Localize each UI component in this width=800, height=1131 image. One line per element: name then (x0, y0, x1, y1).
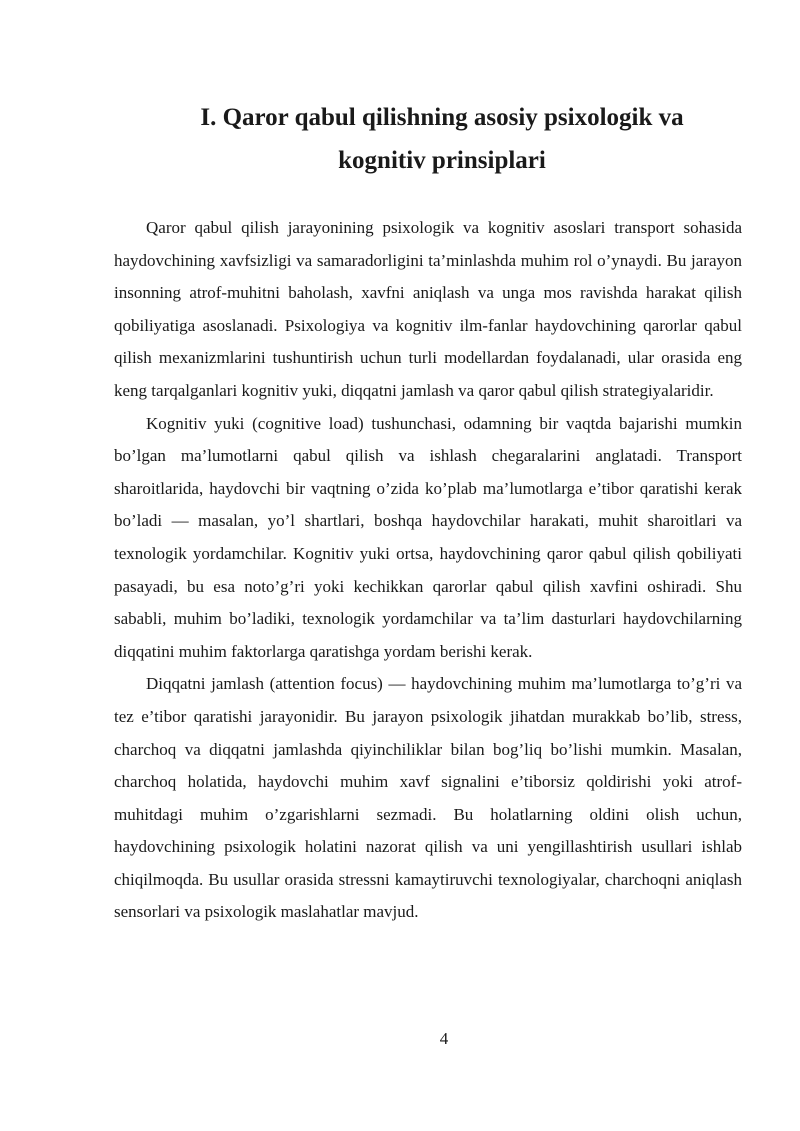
section-heading-line-2: kognitiv prinsiplari (338, 147, 546, 174)
page-number: 4 (439, 1029, 449, 1048)
body-text (114, 212, 742, 929)
paragraph-decision-making-basics: Qaror qabul qilish jarayonining psixologik va kognitiv asoslari transport sohasida haydovchining xavfsizligi va samaradorligini ta’minlashda muhim rol o’ynaydi. Bu jarayon insonning atrof-muhitni baholash, xavfni aniqlash va unga mos ravishda harakat qilish qobiliyatiga asoslanadi. Psixologiya va kognitiv ilm-fanlar haydovchining qarorlar qabul qilish mexanizmlarini tushuntirish uchun turli modellardan foydalanadi, ular orasida eng keng tarqalganlari kognitiv yuki, diqqatni jamlash va qaror qabul qilish strategiyalaridir. (114, 218, 742, 400)
paragraph-attention-focus: Diqqatni jamlash (attention focus) — haydovchining muhim ma’lumotlarga to’g’ri va tez e’tibor qaratishi jarayonidir. Bu jarayon psixologik jihatdan murakkab bo’lib, stress, charchoq va diqqatni jamlashda qiyinchiliklar bilan bog’liq bo’lishi mumkin. Masalan, charchoq holatida, haydovchi muhim xavf signalini e’tiborsiz qoldirishi yoki atrof-muhitdagi muhim o’zgarishlarni sezmadi. Bu holatlarning oldini olish uchun, haydovchining psixologik holatini nazorat qilish va uni yengillashtirish usullari ishlab chiqilmoqda. Bu usullar orasida stressni kamaytiruvchi texnologiyalar, charchoqni aniqlash sensorlari va psixologik maslahatlar mavjud. (114, 674, 742, 922)
section-heading (110, 96, 774, 182)
paragraph-cognitive-load: Kognitiv yuki (cognitive load) tushunchasi, odamning bir vaqtda bajarishi mumkin bo’lgan ma’lumotlarni qabul qilish va ishlash chegaralarini anglatadi. Transport sharoitlarida, haydovchi bir vaqtning o’zida ko’plab ma’lumotlarga e’tibor qaratishi kerak bo’ladi — masalan, yo’l shartlari, boshqa haydovchilar harakati, muhit sharoitlari va texnologik yordamchilar. Kognitiv yuki ortsa, haydovchining qaror qabul qilish qobiliyati pasayadi, bu esa noto’g’ri yoki kechikkan qarorlar qabul qilish xavfini oshiradi. Shu sababli, muhim bo’ladiki, texnologik yordamchilar va ta’lim dasturlari haydovchilarning diqqatini muhim faktorlarga qaratishga yordam berishi kerak. (114, 413, 742, 661)
section-heading-line-1: I. Qaror qabul qilishning asosiy psixologik va (200, 104, 684, 131)
